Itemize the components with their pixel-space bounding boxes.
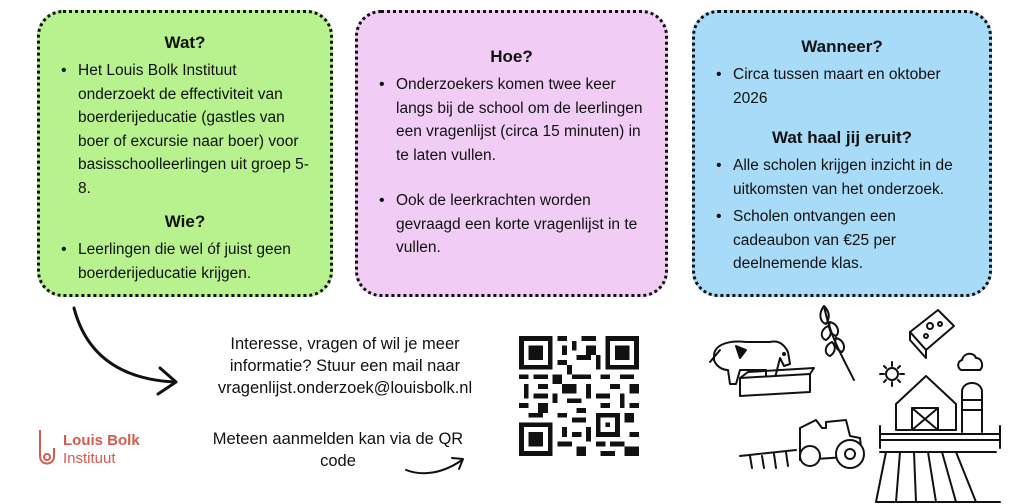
card-title-wie: Wie? <box>164 212 206 231</box>
contact-email-link[interactable]: vragenlijst.onderzoek@louisbolk.nl <box>217 379 473 397</box>
barn-icon <box>876 376 1000 502</box>
cheese-icon <box>910 310 954 358</box>
list-item: • Onderzoekers komen twee keer langs bij de school om de leerlingen een vragenlijst (circa 15 minuten) in te laten vullen. <box>374 73 649 167</box>
list-item: • Circa tussen maart en oktober 2026 <box>711 63 973 110</box>
card-wat <box>37 10 333 297</box>
sun-icon <box>880 362 904 386</box>
list-wie <box>56 238 314 285</box>
qr-code[interactable] <box>519 336 639 456</box>
list-item: • Alle scholen krijgen inzicht in de uitkomsten van het onderzoek. <box>711 154 973 201</box>
card-title-hoe: Hoe? <box>490 47 533 66</box>
list-item: • Het Louis Bolk Instituut onderzoekt de effectiviteit van boerderijeducatie (gastles van boer of excursie naar boer) voor basisschoolleerlingen uit groep 5-8. <box>56 59 314 200</box>
logo-name: Louis Bolk <box>63 432 140 449</box>
list-item: • Leerlingen die wel óf juist geen boerderijeducatie krijgen. <box>56 238 314 285</box>
register-line-1: Meteen aanmelden kan via de QR <box>212 430 464 448</box>
arrow-icon <box>64 304 184 404</box>
list-item: • Scholen ontvangen een cadeaubon van €25 per deelnemende klas. <box>711 205 973 276</box>
list-hoe <box>374 73 649 260</box>
cloud-icon <box>958 354 982 370</box>
list-item: • Ook de leerkrachten worden gevraagd een korte vragenlijst in te vullen. <box>374 189 649 260</box>
contact-line-1: Interesse, vragen of wil je meer <box>230 335 460 353</box>
logo <box>30 426 170 476</box>
list-wanneer <box>711 63 973 110</box>
card-hoe <box>355 10 668 297</box>
register-line-2: code <box>320 452 356 470</box>
list-eruit <box>711 154 973 276</box>
list-wat <box>56 59 314 200</box>
wheat-icon <box>820 306 854 380</box>
card-wanneer <box>692 10 992 297</box>
card-title-wat: Wat? <box>164 33 206 52</box>
contact-line-2: informatie? Stuur een mail naar <box>229 357 461 375</box>
contact-text <box>195 333 495 399</box>
tractor-icon <box>740 420 864 468</box>
card-title-wanneer: Wanneer? <box>801 37 883 56</box>
farm-illustration <box>700 296 1020 504</box>
arrow-small-icon <box>404 452 468 476</box>
card-title-eruit: Wat haal jij eruit? <box>771 128 913 147</box>
logo-subtitle: Instituut <box>63 450 116 467</box>
logo-icon <box>30 426 60 476</box>
